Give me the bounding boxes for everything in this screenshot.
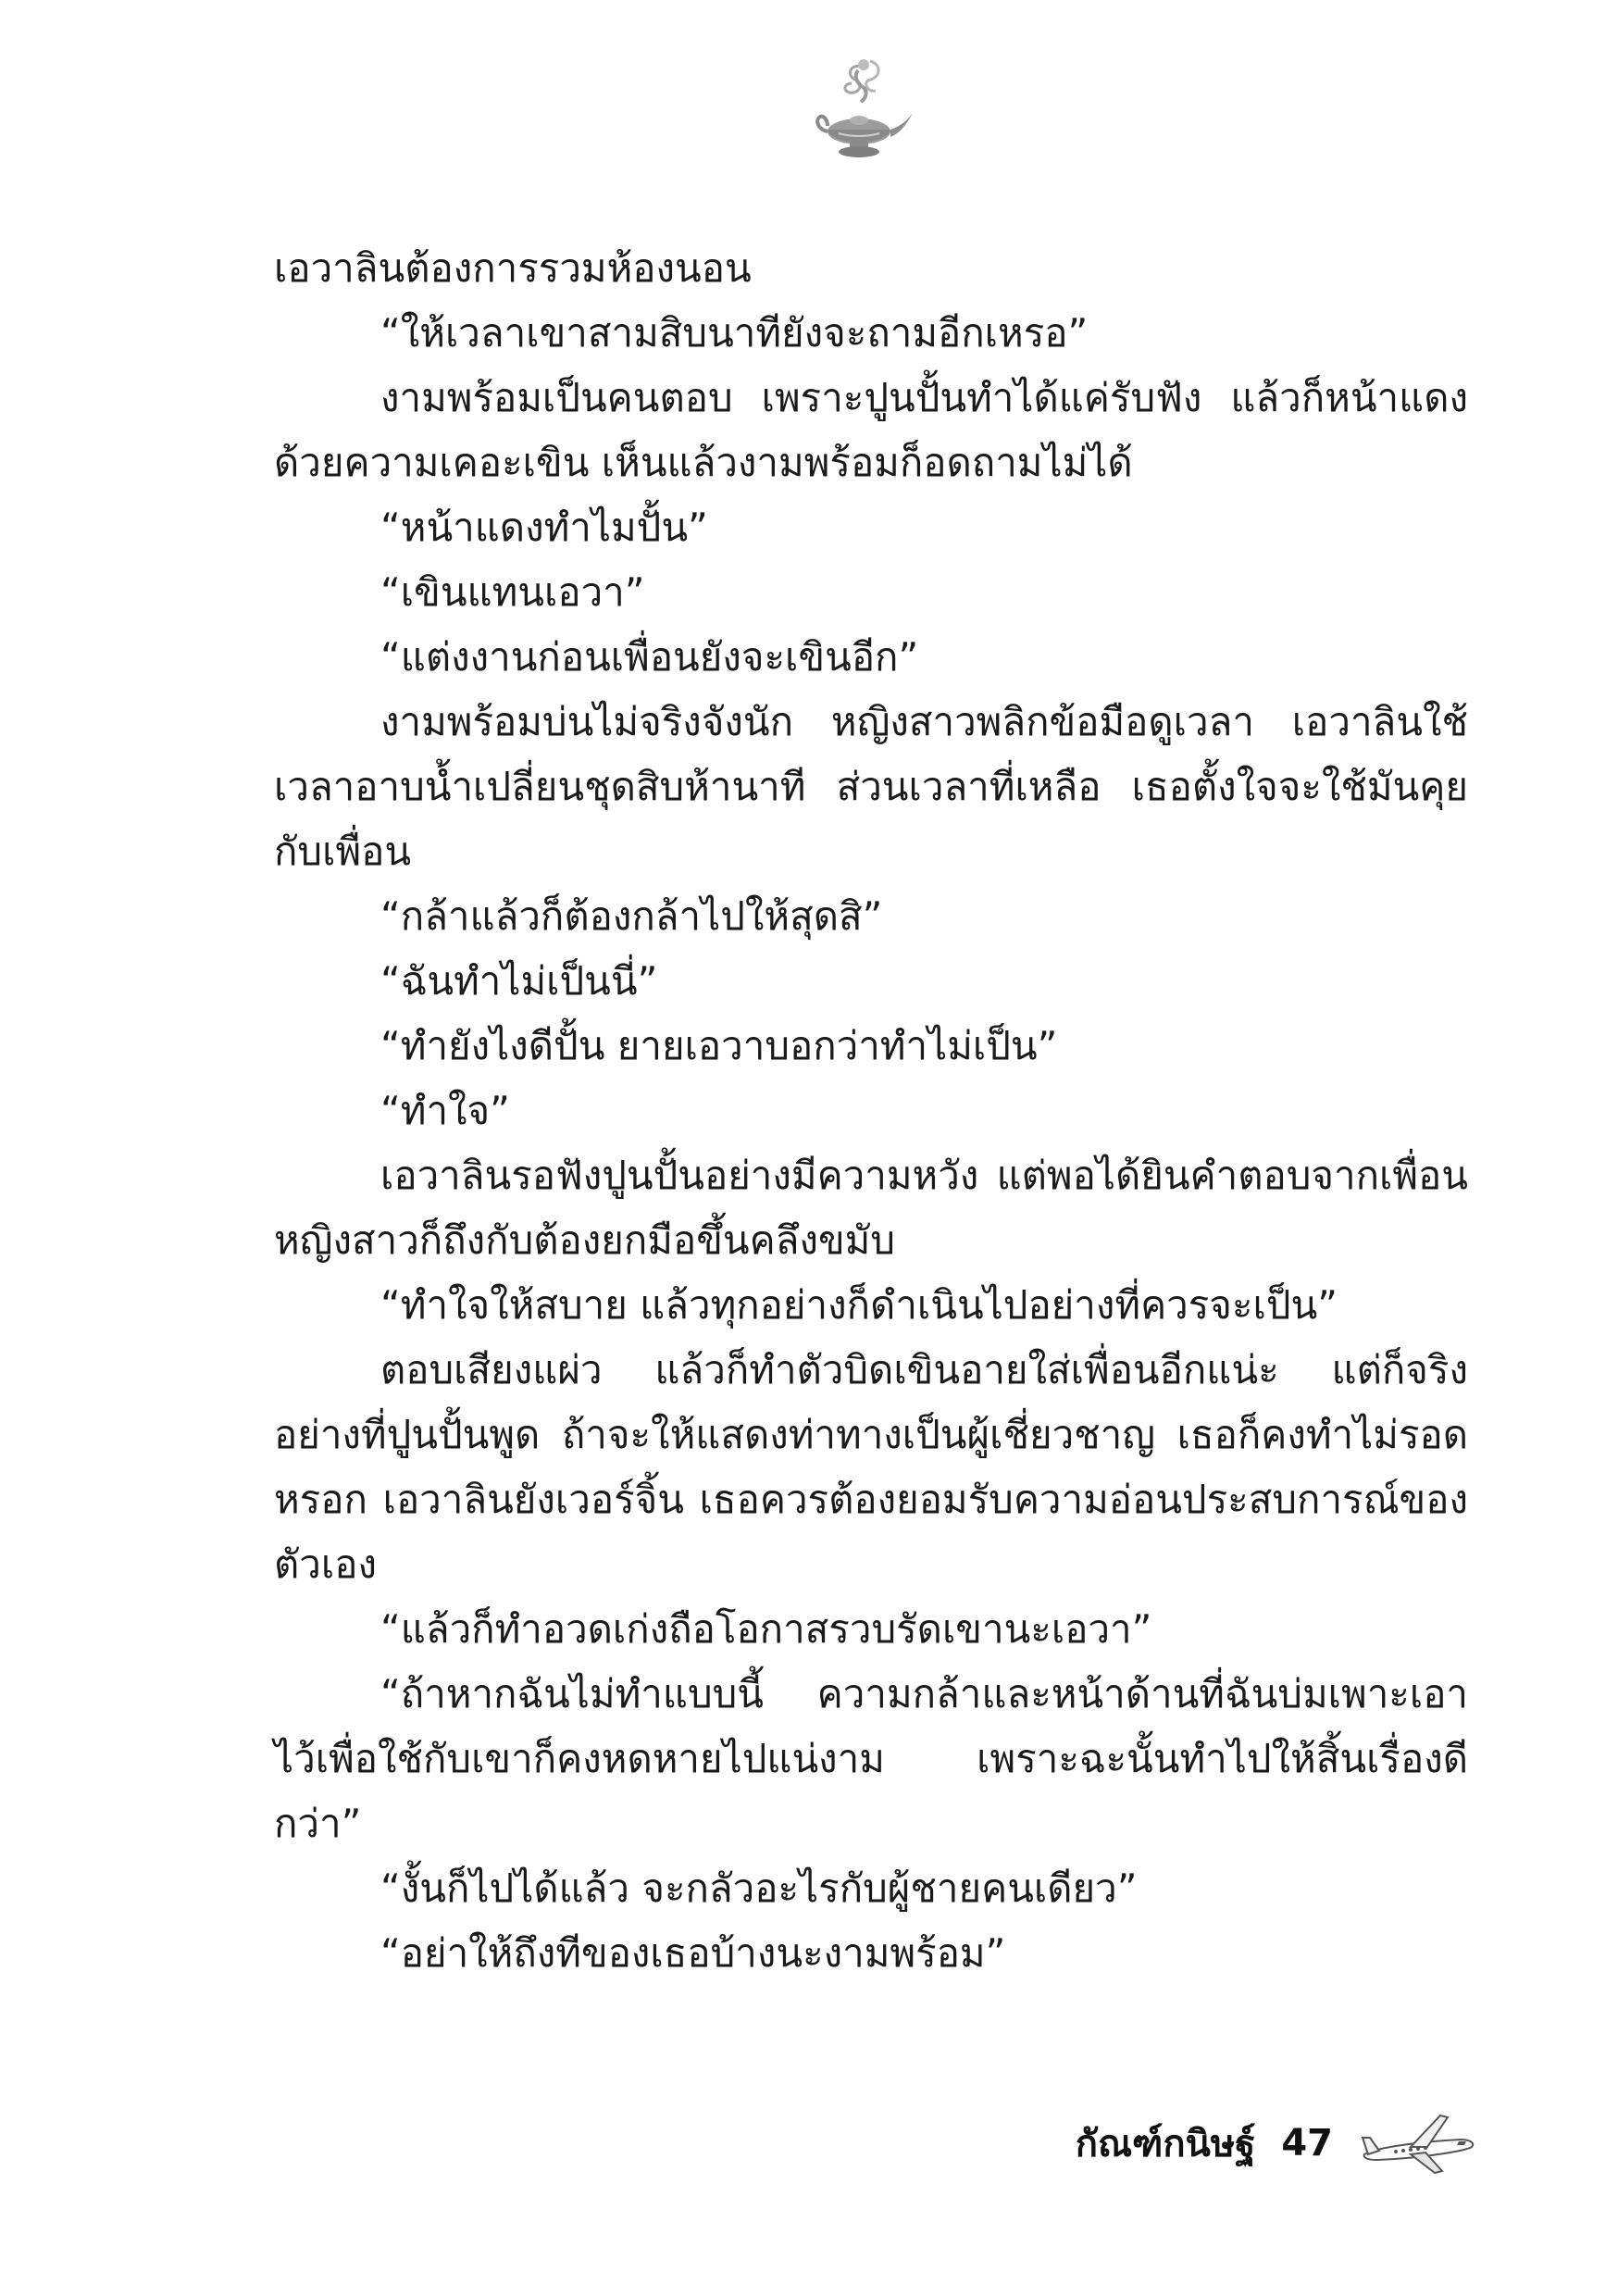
paragraph: “แต่งงานก่อนเพื่อนยังจะเขินอีก”	[380, 634, 919, 680]
page-number: 47	[1281, 2122, 1333, 2165]
paragraph: “แล้วก็ทำอวดเก่งถือโอกาสรวบรัดเขานะเอวา”	[380, 1606, 1152, 1652]
paragraph: “ทำใจ”	[380, 1088, 510, 1133]
airplane-icon	[1359, 2106, 1479, 2180]
paragraph: “ทำใจให้สบาย แล้วทุกอย่างก็ดำเนินไปอย่างที่ควรจะเป็น”	[380, 1282, 1338, 1328]
paragraph: “อย่าให้ถึงทีของเธอบ้างนะงามพร้อม”	[380, 1930, 1006, 1976]
page-footer	[1076, 2106, 1479, 2180]
paragraph: “งั้นก็ไปได้แล้ว จะกลัวอะไรกับผู้ชายคนเดียว”	[380, 1866, 1138, 1911]
paragraph: “ให้เวลาเขาสามสิบนาทียังจะถามอีกเหรอ”	[380, 310, 1089, 356]
paragraph: งามพร้อมบ่นไม่จริงจังนัก หญิงสาวพลิกข้อมือดูเวลา เอวาลินใช้เวลาอาบน้ำเปลี่ยนชุดสิบห้านาที ส่วนเวลาที่เหลือ เธอตั้งใจจะใช้มันคุยกับเพื่อน	[274, 699, 1468, 874]
paragraph: “ฉันทำไม่เป็นนี่”	[380, 958, 658, 1004]
paragraph: “ถ้าหากฉันไม่ทำแบบนี้ ความกล้าและหน้าด้านที่ฉันบ่มเพาะเอาไว้เพื่อใช้กับเขาก็คงหดหายไปแน่งาม เพราะฉะนั้นทำไปให้สิ้นเรื่องดีกว่า”	[274, 1671, 1468, 1846]
paragraph: “ทำยังไงดีปั้น ยายเอวาบอกว่าทำไม่เป็น”	[380, 1023, 1058, 1068]
paragraph: “กล้าแล้วก็ต้องกล้าไปให้สุดสิ”	[380, 893, 883, 939]
paragraph: งามพร้อมเป็นคนตอบ เพราะปูนปั้นทำได้แค่รับฟัง แล้วก็หน้าแดงด้วยความเคอะเขิน เห็นแล้วงามพร้อมก็อดถามไม่ได้	[274, 375, 1468, 485]
paragraph: ตอบเสียงแผ่ว แล้วก็ทำตัวบิดเขินอายใส่เพื่อนอีกแน่ะ แต่ก็จริงอย่างที่ปูนปั้นพูด ถ้าจะให้แสดงท่าทางเป็นผู้เชี่ยวชาญ เธอก็คงทำไม่รอดหรอก เอวาลินยังเวอร์จิ้น เธอควรต้องยอมรับความอ่อนประสบการณ์ของตัวเอง	[274, 1347, 1468, 1587]
book-title: กัณฑ์กนิษฐ์	[1075, 2123, 1256, 2165]
genie-lamp-icon	[805, 56, 916, 167]
paragraph: “หน้าแดงทำไมปั้น”	[380, 505, 708, 550]
paragraph: เอวาลินต้องการรวมห้องนอน	[274, 245, 752, 291]
paragraph: “เขินแทนเอวา”	[380, 569, 645, 615]
body-text	[274, 236, 1468, 1986]
paragraph: เอวาลินรอฟังปูนปั้นอย่างมีความหวัง แต่พอได้ยินคำตอบจากเพื่อนหญิงสาวก็ถึงกับต้องยกมือขึ้นคลึงขมับ	[274, 1153, 1468, 1263]
